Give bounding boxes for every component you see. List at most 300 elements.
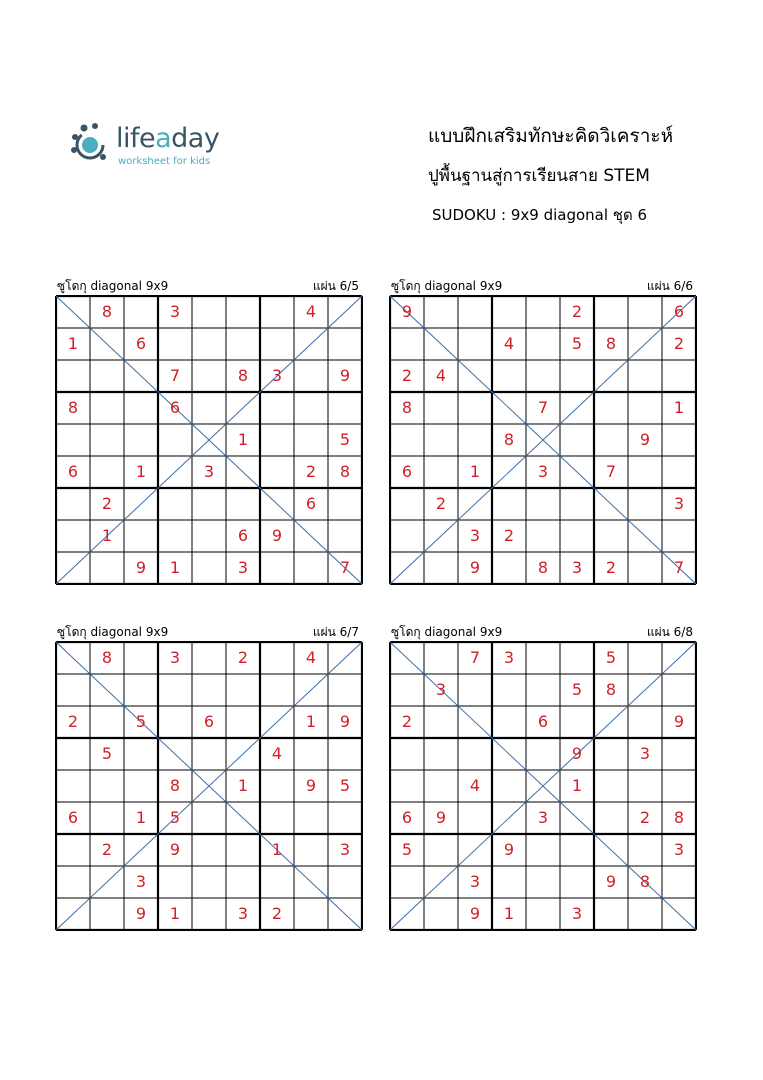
grid-cell: [628, 834, 662, 866]
grid-cell: 5: [135, 712, 147, 731]
puzzle-sheet-number: แผ่น 6/5: [312, 279, 359, 293]
grid-cell: 8: [639, 872, 651, 891]
grid-cell: [90, 328, 124, 360]
grid-cell: [124, 770, 158, 802]
grid-cell: [90, 706, 124, 738]
grid-cell: [192, 738, 226, 770]
grid-cell: 8: [673, 808, 685, 827]
grid-cell: [158, 866, 192, 898]
grid-cell: 8: [537, 558, 549, 577]
grid-cell: [492, 456, 526, 488]
grid-cell: 1: [135, 808, 147, 827]
grid-cell: 9: [169, 840, 181, 859]
grid-cell: [662, 424, 696, 456]
grid-cell: [294, 834, 328, 866]
grid-cell: [560, 424, 594, 456]
grid-cell: 2: [101, 840, 113, 859]
grid-cell: [594, 392, 628, 424]
grid-cell: [226, 328, 260, 360]
grid-cell: 4: [469, 776, 481, 795]
grid-cell: [424, 834, 458, 866]
grid-cell: [328, 898, 362, 930]
grid-cell: 1: [503, 904, 515, 923]
grid-cell: 6: [169, 398, 181, 417]
grid-cell: 8: [237, 366, 249, 385]
grid-cell: [424, 866, 458, 898]
grid-cell: [424, 642, 458, 674]
grid-cell: [294, 552, 328, 584]
grid-cell: [56, 674, 90, 706]
grid-cell: [56, 738, 90, 770]
grid-cell: [294, 360, 328, 392]
grid-cell: [526, 520, 560, 552]
grid-cell: 3: [503, 648, 515, 667]
grid-cell: [628, 488, 662, 520]
sudoku-grid: [389, 295, 695, 583]
grid-cell: 5: [571, 334, 583, 353]
grid-cell: 1: [237, 776, 249, 795]
grid-cell: [192, 296, 226, 328]
grid-cell: [390, 738, 424, 770]
grid-cell: 3: [237, 558, 249, 577]
grid-cell: 8: [169, 776, 181, 795]
grid-cell: [424, 296, 458, 328]
grid-cell: 9: [135, 904, 147, 923]
grid-cell: [294, 674, 328, 706]
grid-cell: 9: [401, 302, 413, 321]
grid-cell: [526, 898, 560, 930]
grid-cell: [662, 642, 696, 674]
grid-cell: 9: [605, 872, 617, 891]
grid-cell: [662, 898, 696, 930]
logo-mark-icon: [70, 122, 114, 166]
grid-cell: [390, 328, 424, 360]
grid-cell: [424, 738, 458, 770]
grid-cell: 8: [101, 648, 113, 667]
grid-cell: [526, 328, 560, 360]
grid-cell: [56, 770, 90, 802]
grid-cell: [458, 802, 492, 834]
grid-cell: [124, 488, 158, 520]
grid-cell: [458, 834, 492, 866]
grid-cell: 6: [305, 494, 317, 513]
grid-cell: 4: [271, 744, 283, 763]
grid-cell: 6: [401, 808, 413, 827]
grid-cell: [226, 866, 260, 898]
grid-cell: [328, 674, 362, 706]
grid-cell: 8: [503, 430, 515, 449]
worksheet-subtitle: ปูพื้นฐานสู่การเรียนสาย STEM: [428, 166, 650, 186]
grid-cell: [526, 424, 560, 456]
grid-cell: [158, 520, 192, 552]
grid-cell: [492, 770, 526, 802]
grid-cell: 3: [203, 462, 215, 481]
grid-cell: 9: [503, 840, 515, 859]
grid-cell: 1: [673, 398, 685, 417]
grid-cell: [226, 706, 260, 738]
grid-cell: [260, 552, 294, 584]
grid-cell: [492, 552, 526, 584]
sudoku-puzzle: [55, 625, 361, 935]
grid-cell: [124, 392, 158, 424]
grid-cell: [458, 738, 492, 770]
grid-cell: [594, 802, 628, 834]
grid-cell: [294, 520, 328, 552]
grid-cell: [294, 802, 328, 834]
grid-cell: [594, 360, 628, 392]
grid-cell: [594, 898, 628, 930]
grid-cell: 2: [305, 462, 317, 481]
grid-cell: [90, 866, 124, 898]
grid-cell: 3: [639, 744, 651, 763]
sudoku-grid: [389, 641, 695, 929]
grid-cell: [192, 802, 226, 834]
grid-cell: 5: [101, 744, 113, 763]
grid-cell: 2: [435, 494, 447, 513]
grid-cell: [662, 520, 696, 552]
sudoku-puzzle: [389, 279, 695, 589]
grid-cell: [56, 642, 90, 674]
worksheet-set-label: SUDOKU : 9x9 diagonal ชุด 6: [432, 206, 648, 224]
grid-cell: [328, 296, 362, 328]
grid-cell: 3: [135, 872, 147, 891]
grid-cell: [226, 488, 260, 520]
grid-cell: [294, 898, 328, 930]
grid-cell: [662, 738, 696, 770]
puzzle-sheet-number: แผ่น 6/7: [312, 625, 359, 639]
grid-cell: 2: [639, 808, 651, 827]
grid-cell: [526, 642, 560, 674]
grid-cell: [158, 674, 192, 706]
grid-cell: [56, 834, 90, 866]
grid-cell: [226, 456, 260, 488]
grid-cell: 7: [169, 366, 181, 385]
grid-cell: [526, 770, 560, 802]
grid-cell: 5: [605, 648, 617, 667]
grid-cell: [492, 802, 526, 834]
grid-cell: [226, 802, 260, 834]
grid-cell: [158, 424, 192, 456]
grid-cell: [124, 360, 158, 392]
grid-cell: [328, 328, 362, 360]
grid-cell: [90, 802, 124, 834]
grid-cell: [390, 770, 424, 802]
grid-cell: [226, 834, 260, 866]
grid-cell: 3: [571, 904, 583, 923]
grid-cell: [260, 392, 294, 424]
grid-cell: [294, 738, 328, 770]
grid-cell: 9: [135, 558, 147, 577]
grid-cell: [628, 706, 662, 738]
grid-cell: [594, 488, 628, 520]
grid-cell: [662, 360, 696, 392]
grid-cell: [226, 296, 260, 328]
grid-cell: [192, 424, 226, 456]
grid-cell: 1: [271, 840, 283, 859]
grid-cell: [124, 296, 158, 328]
grid-cell: [192, 328, 226, 360]
grid-cell: [492, 738, 526, 770]
grid-cell: [560, 456, 594, 488]
grid-cell: [390, 674, 424, 706]
grid-cell: [260, 328, 294, 360]
grid-cell: [192, 866, 226, 898]
grid-cell: [260, 488, 294, 520]
grid-cell: 6: [135, 334, 147, 353]
grid-cell: 3: [237, 904, 249, 923]
puzzle-sheet-number: แผ่น 6/8: [646, 625, 693, 639]
grid-cell: [424, 392, 458, 424]
grid-cell: [526, 866, 560, 898]
grid-cell: [628, 360, 662, 392]
grid-cell: [226, 674, 260, 706]
grid-cell: [260, 866, 294, 898]
logo-wordmark: lifeaday: [116, 123, 220, 154]
grid-cell: [158, 738, 192, 770]
grid-cell: [458, 488, 492, 520]
lifeaday-logo: [70, 122, 240, 172]
grid-cell: 9: [271, 526, 283, 545]
grid-cell: 4: [503, 334, 515, 353]
grid-cell: [260, 642, 294, 674]
grid-cell: [594, 770, 628, 802]
grid-cell: [594, 296, 628, 328]
grid-cell: [56, 424, 90, 456]
grid-cell: [662, 674, 696, 706]
grid-cell: [124, 834, 158, 866]
grid-cell: [628, 674, 662, 706]
grid-cell: 9: [673, 712, 685, 731]
grid-cell: 3: [537, 808, 549, 827]
grid-cell: [560, 866, 594, 898]
grid-cell: [192, 674, 226, 706]
grid-cell: [458, 328, 492, 360]
grid-cell: [628, 520, 662, 552]
grid-cell: [124, 738, 158, 770]
grid-cell: 6: [203, 712, 215, 731]
grid-cell: [90, 456, 124, 488]
grid-cell: [560, 834, 594, 866]
grid-cell: [628, 552, 662, 584]
grid-cell: [560, 642, 594, 674]
grid-cell: [192, 642, 226, 674]
grid-cell: [192, 520, 226, 552]
grid-cell: 8: [401, 398, 413, 417]
grid-cell: [56, 360, 90, 392]
grid-cell: [628, 296, 662, 328]
grid-cell: 5: [339, 430, 351, 449]
grid-cell: 1: [169, 904, 181, 923]
puzzle-label: ซูโดกุ diagonal 9x9: [391, 279, 503, 293]
grid-cell: [192, 360, 226, 392]
grid-cell: [158, 488, 192, 520]
grid-cell: [628, 642, 662, 674]
grid-cell: [294, 424, 328, 456]
grid-cell: 2: [237, 648, 249, 667]
grid-cell: [424, 328, 458, 360]
grid-cell: [90, 360, 124, 392]
grid-cell: 3: [169, 302, 181, 321]
grid-cell: 3: [673, 494, 685, 513]
grid-cell: 9: [435, 808, 447, 827]
grid-cell: 9: [571, 744, 583, 763]
grid-cell: 8: [339, 462, 351, 481]
grid-cell: 3: [435, 680, 447, 699]
grid-cell: 6: [537, 712, 549, 731]
grid-cell: 2: [673, 334, 685, 353]
grid-cell: 8: [605, 680, 617, 699]
grid-cell: [628, 456, 662, 488]
grid-cell: 5: [169, 808, 181, 827]
grid-cell: [192, 488, 226, 520]
grid-cell: 3: [537, 462, 549, 481]
grid-cell: [328, 866, 362, 898]
grid-cell: [260, 456, 294, 488]
grid-cell: 9: [305, 776, 317, 795]
grid-cell: [260, 296, 294, 328]
grid-cell: [424, 424, 458, 456]
grid-cell: 8: [67, 398, 79, 417]
grid-cell: [192, 552, 226, 584]
grid-cell: 8: [101, 302, 113, 321]
grid-cell: [56, 488, 90, 520]
grid-cell: [328, 802, 362, 834]
grid-cell: [56, 898, 90, 930]
grid-cell: [560, 360, 594, 392]
grid-cell: 6: [673, 302, 685, 321]
puzzle-label: ซูโดกุ diagonal 9x9: [391, 625, 503, 639]
grid-cell: [458, 674, 492, 706]
grid-cell: 7: [339, 558, 351, 577]
worksheet-title: แบบฝึกเสริมทักษะคิดวิเคราะห์: [428, 125, 674, 147]
grid-cell: [662, 770, 696, 802]
grid-cell: 6: [401, 462, 413, 481]
grid-cell: [192, 392, 226, 424]
grid-cell: [124, 424, 158, 456]
grid-cell: [124, 642, 158, 674]
sudoku-puzzle: [389, 625, 695, 935]
grid-cell: [560, 488, 594, 520]
grid-cell: [526, 834, 560, 866]
grid-cell: [560, 706, 594, 738]
grid-cell: 9: [469, 558, 481, 577]
grid-cell: 3: [169, 648, 181, 667]
grid-cell: [526, 296, 560, 328]
grid-cell: [226, 392, 260, 424]
grid-cell: [492, 296, 526, 328]
grid-cell: 7: [537, 398, 549, 417]
grid-cell: [628, 770, 662, 802]
grid-cell: [226, 738, 260, 770]
grid-cell: [424, 520, 458, 552]
grid-cell: [90, 770, 124, 802]
grid-cell: 6: [237, 526, 249, 545]
grid-cell: 3: [469, 872, 481, 891]
grid-cell: 5: [339, 776, 351, 795]
grid-cell: [526, 360, 560, 392]
grid-cell: 2: [101, 494, 113, 513]
grid-cell: [90, 392, 124, 424]
grid-cell: [594, 520, 628, 552]
grid-cell: [260, 674, 294, 706]
grid-cell: [328, 488, 362, 520]
grid-cell: [458, 360, 492, 392]
grid-cell: 2: [605, 558, 617, 577]
grid-cell: [260, 706, 294, 738]
grid-cell: [294, 328, 328, 360]
grid-cell: 6: [67, 808, 79, 827]
grid-cell: [424, 552, 458, 584]
grid-cell: 4: [305, 302, 317, 321]
puzzle-sheet-number: แผ่น 6/6: [646, 279, 693, 293]
grid-cell: [328, 392, 362, 424]
grid-cell: [192, 898, 226, 930]
sudoku-puzzle: [55, 279, 361, 589]
logo-tagline: worksheet for kids: [118, 156, 211, 167]
grid-cell: [390, 520, 424, 552]
grid-cell: [628, 898, 662, 930]
grid-cell: [260, 802, 294, 834]
grid-cell: 6: [67, 462, 79, 481]
grid-cell: 4: [305, 648, 317, 667]
grid-cell: [90, 898, 124, 930]
grid-cell: [628, 392, 662, 424]
grid-cell: 9: [469, 904, 481, 923]
grid-cell: 7: [469, 648, 481, 667]
grid-cell: 4: [435, 366, 447, 385]
grid-cell: [424, 706, 458, 738]
puzzle-label: ซูโดกุ diagonal 9x9: [57, 625, 169, 639]
grid-cell: [124, 674, 158, 706]
grid-cell: [124, 520, 158, 552]
grid-cell: [492, 392, 526, 424]
grid-cell: [90, 674, 124, 706]
grid-cell: [594, 738, 628, 770]
grid-cell: 9: [339, 712, 351, 731]
grid-cell: 3: [571, 558, 583, 577]
grid-cell: [328, 642, 362, 674]
grid-cell: [526, 674, 560, 706]
grid-cell: [390, 642, 424, 674]
grid-cell: [526, 488, 560, 520]
grid-cell: [492, 488, 526, 520]
grid-cell: [294, 392, 328, 424]
grid-cell: [492, 866, 526, 898]
grid-cell: 2: [401, 366, 413, 385]
grid-cell: 1: [169, 558, 181, 577]
grid-cell: [192, 770, 226, 802]
grid-cell: [424, 898, 458, 930]
grid-cell: [424, 770, 458, 802]
sudoku-grid: [55, 641, 361, 929]
grid-cell: [328, 738, 362, 770]
grid-cell: [628, 328, 662, 360]
grid-cell: 2: [67, 712, 79, 731]
grid-cell: [260, 770, 294, 802]
grid-cell: 8: [605, 334, 617, 353]
grid-cell: 2: [503, 526, 515, 545]
grid-cell: [458, 424, 492, 456]
grid-cell: 2: [271, 904, 283, 923]
grid-cell: 1: [305, 712, 317, 731]
grid-cell: [594, 706, 628, 738]
grid-cell: [56, 866, 90, 898]
grid-cell: [390, 552, 424, 584]
grid-cell: [492, 360, 526, 392]
grid-cell: 3: [469, 526, 481, 545]
grid-cell: [56, 296, 90, 328]
grid-cell: [560, 802, 594, 834]
